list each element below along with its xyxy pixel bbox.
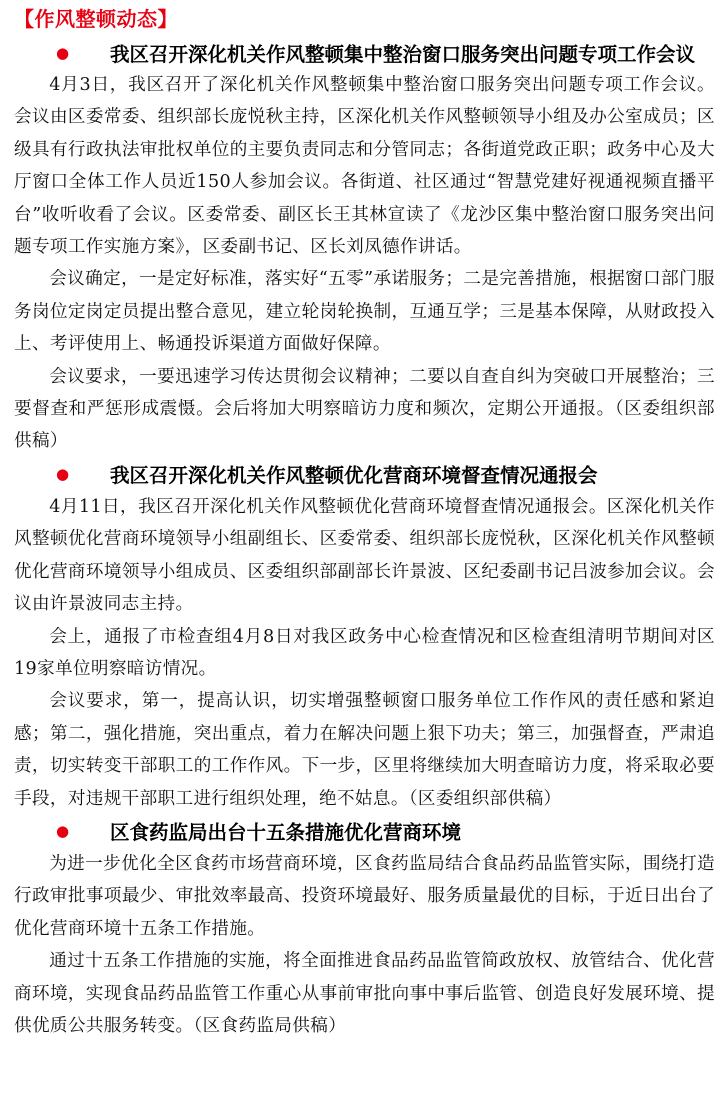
section-title: 【作风整顿动态】 — [14, 7, 178, 31]
article-1 — [14, 36, 715, 458]
article-paragraph: 4月3日，我区召开了深化机关作风整顿集中整治窗口服务突出问题专项工作会议。会议由区委常委、组织部长庞悦秋主持，区深化机关作风整顿领导小组及办公室成员；区级具有行政执法审批权单位的主要负责同志和分管同志；各街道党政正职；政务中心及大厅窗口全体工作人员近150人参加会议。各街道、社区通过“智慧党建好视通视频直播平台”收听收看了会议。区委常委、副区长王其林宣读了《龙沙区集中整治窗口服务突出问题专项工作实施方案》，区委副书记、区长刘凤德作讲话。 — [14, 75, 715, 258]
article-headline — [14, 458, 715, 491]
headline-text: 区食药监局出台十五条措施优化营商环境 — [110, 821, 462, 845]
article-paragraph: 会议确定，一是定好标准，落实好“五零”承诺服务；二是完善措施，根据窗口部门服务岗位定岗定员提出整合意见，建立轮岗轮换制，互通互学；三是基本保障，从财政投入上、考评使用上、畅通投诉渠道方面做好保障。 — [14, 269, 715, 355]
article-paragraph: 会议要求，一要迅速学习传达贯彻会议精神；二要以自查自纠为突破口开展整治；三要督查和严惩形成震慑。会后将加大明察暗访力度和频次，定期公开通报。（区委组织部供稿） — [14, 366, 715, 452]
red-bullet-icon: ● — [56, 43, 70, 62]
headline-text: 我区召开深化机关作风整顿优化营商环境督查情况通报会 — [110, 464, 598, 488]
article-paragraph: 4月11日，我区召开深化机关作风整顿优化营商环境督查情况通报会。区深化机关作风整顿优化营商环境领导小组副组长、区委常委、组织部长庞悦秋，区深化机关作风整顿优化营商环境领导小组成员、区委组织部副部长许景波、区纪委副书记吕波参加会议。会议由许景波同志主持。 — [14, 496, 715, 615]
article-2 — [14, 458, 715, 815]
article-headline — [14, 815, 715, 848]
article-paragraph: 通过十五条工作措施的实施，将全面推进食品药品监管简政放权、放管结合、优化营商环境，实现食品药品监管工作重心从事前审批向事中事后监管、创造良好发展环境、提供优质公共服务转变。（区食药监局供稿） — [14, 951, 715, 1036]
article-headline — [14, 36, 715, 69]
article-paragraph: 会上，通报了市检查组4月8日对我区政务中心检查情况和区检查组清明节期间对区19家单位明察暗访情况。 — [14, 626, 715, 679]
headline-text: 我区召开深化机关作风整顿集中整治窗口服务突出问题专项工作会议 — [110, 42, 696, 66]
red-bullet-icon: ● — [56, 822, 70, 841]
article-paragraph: 为进一步优化全区食药市场营商环境，区食药监局结合食品药品监管实际，围绕打造行政审批事项最少、审批效率最高、投资环境最好、服务质量最优的目标，于近日出台了优化营商环境十五条工作措施。 — [14, 853, 715, 939]
red-bullet-icon: ● — [56, 465, 70, 484]
article-paragraph: 会议要求，第一，提高认识，切实增强整顿窗口服务单位工作作风的责任感和紧迫感；第二，强化措施，突出重点，着力在解决问题上狠下功夫；第三，加强督查，严肃追责，切实转变干部职工的工作作风。下一步，区里将继续加大明查暗访力度，将采取必要手段，对违规干部职工进行组织处理，绝不姑息。（区委组织部供稿） — [14, 691, 715, 809]
article-3 — [14, 815, 715, 1042]
